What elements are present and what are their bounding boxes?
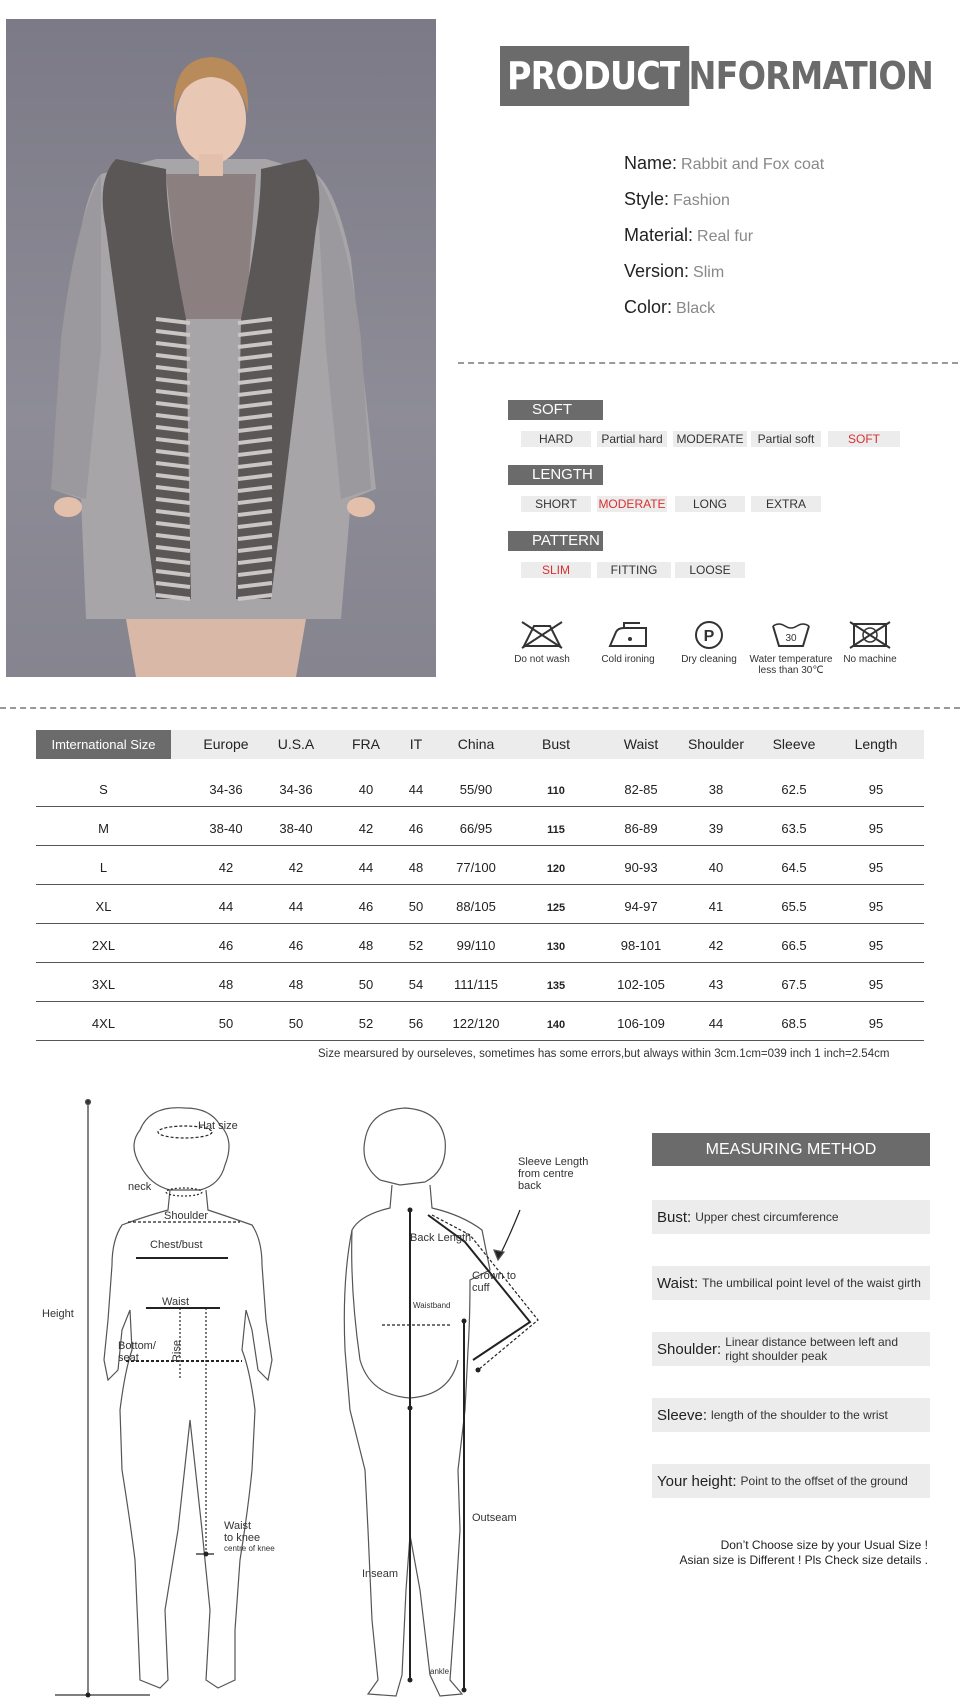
table-cell: 50 bbox=[288, 1016, 304, 1031]
scale-label-length: LENGTH bbox=[508, 465, 603, 485]
table-cell: 40 bbox=[708, 860, 724, 875]
table-cell: 46 bbox=[408, 821, 424, 836]
size-warning: Don’t Choose size by your Usual Size ! Asian size is Different ! Pls Check size details . bbox=[679, 1538, 928, 1567]
scale-option: HARD bbox=[521, 431, 591, 447]
table-cell: 42 bbox=[708, 938, 724, 953]
label-sleeve-length: back bbox=[518, 1180, 542, 1192]
attribute-style: Style: Fashion bbox=[624, 189, 730, 209]
care-no-machine: No machine bbox=[825, 620, 915, 665]
table-cell: 125 bbox=[546, 902, 566, 914]
table-cell: 38-40 bbox=[279, 821, 313, 836]
table-cell: 122/120 bbox=[452, 1016, 500, 1031]
table-cell: 106-109 bbox=[617, 1016, 665, 1031]
table-row bbox=[36, 924, 924, 963]
measure-height: Your height: Point to the offset of the ground bbox=[652, 1464, 930, 1498]
table-cell: 34-36 bbox=[209, 782, 243, 797]
table-cell: 82-85 bbox=[624, 782, 658, 797]
table-cell: 65.5 bbox=[781, 899, 807, 914]
table-cell: 48 bbox=[358, 938, 374, 953]
label-waistband: Waistband bbox=[413, 1301, 451, 1310]
header-cell: Sleeve bbox=[772, 736, 816, 752]
label-crown-cuff: cuff bbox=[472, 1282, 490, 1294]
scale-option: LOOSE bbox=[675, 562, 745, 578]
table-cell: 95 bbox=[868, 1016, 884, 1031]
no-wash-icon bbox=[520, 620, 564, 650]
label-waist-knee: to knee bbox=[224, 1532, 261, 1544]
product-photo bbox=[6, 19, 436, 677]
cold-iron-icon bbox=[606, 620, 650, 650]
table-row bbox=[36, 846, 924, 885]
measure-waist: Waist: The umbilical point level of the waist girth bbox=[652, 1266, 930, 1300]
label-waist: Waist bbox=[162, 1296, 190, 1308]
label-height: Height bbox=[42, 1308, 74, 1320]
label-sleeve-length: from centre bbox=[518, 1168, 574, 1180]
header-cell: China bbox=[457, 736, 495, 752]
title-highlight: PRODUCT bbox=[500, 46, 689, 106]
svg-text:P: P bbox=[703, 628, 715, 645]
table-cell: 43 bbox=[708, 977, 724, 992]
table-cell: 2XL bbox=[91, 938, 116, 953]
attribute-name: Name: Rabbit and Fox coat bbox=[624, 153, 825, 173]
measure-bust: Bust: Upper chest circumference bbox=[652, 1200, 930, 1234]
divider bbox=[0, 707, 960, 709]
attribute-list bbox=[624, 150, 824, 330]
header-cell: Bust bbox=[541, 736, 570, 752]
table-cell: 90-93 bbox=[624, 860, 658, 875]
table-cell: 120 bbox=[546, 863, 566, 875]
table-cell: 40 bbox=[358, 782, 374, 797]
table-cell: 41 bbox=[708, 899, 724, 914]
table-cell: 48 bbox=[218, 977, 234, 992]
table-cell: 48 bbox=[408, 860, 424, 875]
table-cell: 48 bbox=[288, 977, 304, 992]
care-cold-iron: Cold ironing bbox=[583, 620, 673, 665]
header-cell: FRA bbox=[352, 736, 380, 752]
scale-option: FITTING bbox=[597, 562, 671, 578]
table-cell: 44 bbox=[708, 1016, 724, 1031]
table-cell: 42 bbox=[288, 860, 304, 875]
table-cell: 94-97 bbox=[624, 899, 658, 914]
table-cell: 110 bbox=[547, 785, 565, 797]
measuring-diagram bbox=[0, 1090, 640, 1703]
table-cell: 34-36 bbox=[279, 782, 313, 797]
header-cell: Europe bbox=[203, 736, 249, 752]
label-seat: seat bbox=[118, 1352, 139, 1364]
table-row bbox=[36, 1002, 924, 1041]
table-cell: 50 bbox=[358, 977, 374, 992]
table-row bbox=[36, 768, 924, 807]
table-cell: 50 bbox=[218, 1016, 234, 1031]
table-cell: 42 bbox=[358, 821, 374, 836]
table-cell: 46 bbox=[358, 899, 374, 914]
table-cell: 115 bbox=[547, 824, 565, 836]
table-cell: 4XL bbox=[91, 1016, 116, 1031]
scale-option-selected: MODERATE bbox=[598, 497, 666, 511]
table-cell: 44 bbox=[218, 899, 234, 914]
table-cell: 38-40 bbox=[209, 821, 243, 836]
table-cell: 111/115 bbox=[453, 977, 499, 992]
label-outseam: Outseam bbox=[472, 1512, 517, 1524]
table-cell: 95 bbox=[868, 860, 884, 875]
table-cell: 39 bbox=[708, 821, 724, 836]
product-information-title bbox=[500, 46, 933, 106]
scale-label-pattern: PATTERN bbox=[508, 531, 603, 551]
table-cell: 64.5 bbox=[781, 860, 807, 875]
table-cell: 44 bbox=[288, 899, 304, 914]
divider bbox=[458, 362, 958, 364]
water-temp-icon bbox=[769, 620, 813, 650]
label-ankle: ankle bbox=[430, 1667, 450, 1676]
svg-text:30: 30 bbox=[785, 633, 797, 644]
scale-label-soft: SOFT bbox=[508, 400, 603, 420]
scale-option: LONG bbox=[675, 496, 745, 512]
table-cell: 46 bbox=[288, 938, 304, 953]
table-cell: 135 bbox=[546, 980, 566, 992]
label-inseam: Inseam bbox=[362, 1568, 399, 1580]
care-dry-clean: P Dry cleaning bbox=[664, 620, 754, 665]
attribute-version: Version: Slim bbox=[624, 261, 725, 281]
attribute-material: Material: Real fur bbox=[624, 225, 754, 245]
label-chest: Chest/bust bbox=[150, 1239, 203, 1251]
header-cell: Shoulder bbox=[687, 736, 745, 752]
table-cell: 68.5 bbox=[781, 1016, 807, 1031]
table-cell: 67.5 bbox=[781, 977, 807, 992]
label-neck: neck bbox=[128, 1181, 152, 1193]
measure-sleeve: Sleeve: length of the shoulder to the wrist bbox=[652, 1398, 930, 1432]
no-machine-icon bbox=[848, 620, 892, 650]
table-cell: 95 bbox=[868, 977, 884, 992]
table-cell: 50 bbox=[408, 899, 424, 914]
table-cell: 55/90 bbox=[459, 782, 493, 797]
table-cell: 98-101 bbox=[620, 938, 662, 953]
table-cell: 44 bbox=[408, 782, 424, 797]
table-cell: 66.5 bbox=[781, 938, 807, 953]
table-cell: 88/105 bbox=[456, 899, 496, 914]
table-cell: 77/100 bbox=[456, 860, 496, 875]
label-sleeve-length: Sleeve Length bbox=[518, 1156, 589, 1168]
care-no-wash: Do not wash bbox=[497, 620, 587, 665]
table-cell: 3XL bbox=[91, 977, 116, 992]
dry-clean-icon bbox=[687, 620, 731, 650]
table-cell: 42 bbox=[218, 860, 234, 875]
table-cell: 140 bbox=[546, 1019, 566, 1031]
attribute-color: Color: Black bbox=[624, 297, 716, 317]
table-cell: 46 bbox=[218, 938, 234, 953]
size-note: Size mearsured by ourseleves, sometimes has some errors,but always within 3cm.1cm=039 inch 1 inch=2.54cm bbox=[318, 1048, 890, 1060]
scale-option: Partial soft bbox=[751, 431, 821, 447]
table-row bbox=[36, 963, 924, 1002]
scale-option: EXTRA bbox=[751, 496, 821, 512]
table-row bbox=[36, 885, 924, 924]
scale-option-selected: SOFT bbox=[828, 431, 900, 447]
scale-option: MODERATE bbox=[673, 431, 747, 447]
care-water-temp: 30 Water temperature less than 30℃ bbox=[746, 620, 836, 676]
table-header bbox=[36, 730, 924, 759]
table-cell: 95 bbox=[868, 782, 884, 797]
table-cell: 99/110 bbox=[456, 938, 496, 953]
table-cell: 56 bbox=[408, 1016, 424, 1031]
table-cell: 44 bbox=[358, 860, 374, 875]
table-row bbox=[36, 807, 924, 846]
label-crown-cuff: Crown to bbox=[472, 1270, 517, 1282]
table-cell: 130 bbox=[546, 941, 566, 953]
table-cell: 102-105 bbox=[617, 977, 665, 992]
table-cell: 95 bbox=[868, 899, 884, 914]
table-cell: XL bbox=[95, 899, 112, 914]
measure-shoulder: Shoulder: Linear distance between left and right shoulder peak bbox=[652, 1332, 930, 1366]
scale-option: SHORT bbox=[521, 496, 591, 512]
label-waist-knee: Waist bbox=[224, 1520, 252, 1532]
label-shoulder: Shoulder bbox=[164, 1210, 209, 1222]
header-cell: Length bbox=[854, 736, 898, 752]
label-waist-knee: centre of knee bbox=[224, 1544, 275, 1553]
table-cell: 54 bbox=[408, 977, 424, 992]
scale-option: Partial hard bbox=[597, 431, 667, 447]
label-hat-size: Hat size bbox=[198, 1120, 238, 1132]
header-cell: U.S.A bbox=[277, 736, 315, 752]
table-cell: 38 bbox=[708, 782, 724, 797]
table-cell: 63.5 bbox=[781, 821, 807, 836]
table-cell: M bbox=[98, 821, 109, 836]
title-rest: INFORMATION bbox=[677, 54, 933, 98]
scale-option-selected: SLIM bbox=[521, 562, 591, 578]
label-rise: Rise bbox=[171, 1339, 184, 1363]
table-cell: S bbox=[99, 782, 108, 797]
header-cell: IT bbox=[409, 736, 423, 752]
table-cell: 95 bbox=[868, 938, 884, 953]
header-cell: Imternational Size bbox=[36, 730, 171, 759]
label-bottom: Bottom/ bbox=[118, 1340, 156, 1352]
table-cell: L bbox=[99, 860, 108, 875]
measuring-method-title: MEASURING METHOD bbox=[652, 1133, 930, 1166]
label-back-length: Back Length bbox=[410, 1232, 472, 1244]
table-cell: 95 bbox=[868, 821, 884, 836]
table-cell: 66/95 bbox=[459, 821, 493, 836]
table-cell: 86-89 bbox=[624, 821, 658, 836]
table-cell: 52 bbox=[358, 1016, 374, 1031]
table-cell: 62.5 bbox=[781, 782, 807, 797]
header-cell: Waist bbox=[623, 736, 659, 752]
table-cell: 52 bbox=[408, 938, 424, 953]
